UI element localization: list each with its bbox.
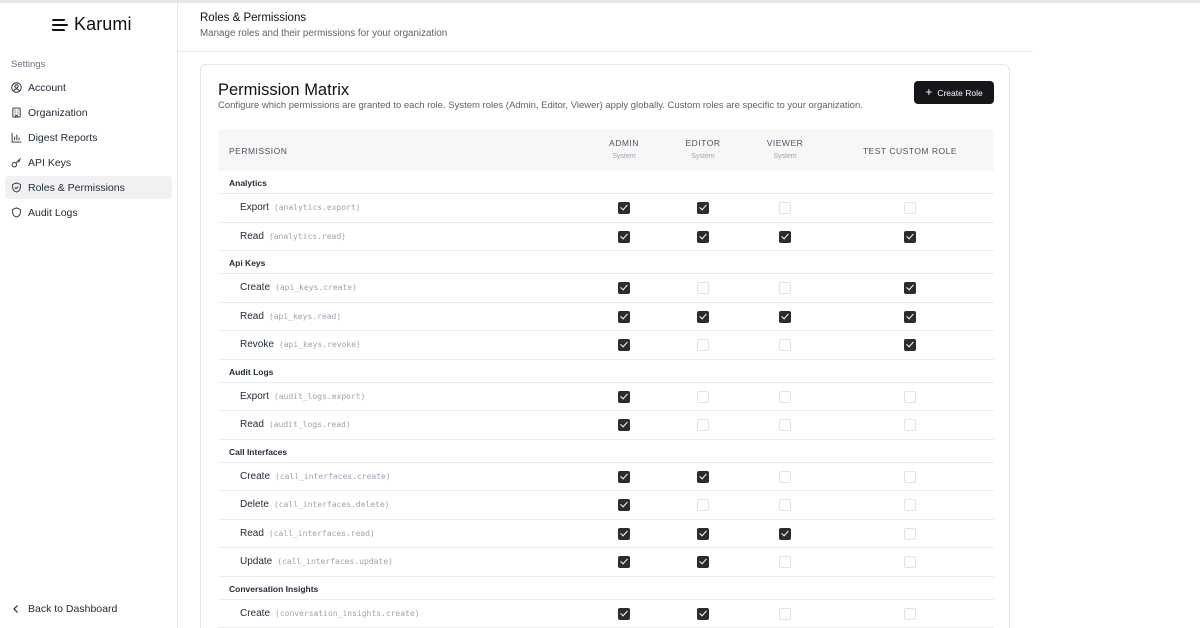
permission-checkbox[interactable]: [618, 202, 630, 214]
permission-checkbox[interactable]: [779, 499, 791, 511]
settings-section-label: Settings: [11, 59, 46, 70]
permission-checkbox[interactable]: [904, 499, 916, 511]
permission-checkbox[interactable]: [618, 608, 630, 620]
permission-label: [240, 311, 341, 322]
sidebar-item-label: Account: [28, 81, 66, 94]
permission-action: Read: [240, 310, 264, 322]
permission-row: [218, 463, 994, 492]
group-name: Api Keys: [229, 258, 266, 268]
permission-checkbox[interactable]: [697, 419, 709, 431]
brand-logo[interactable]: [52, 14, 132, 35]
permission-checkbox[interactable]: [904, 282, 916, 294]
permission-action: Read: [240, 419, 264, 430]
permission-group-header: [218, 251, 994, 274]
card-description: Configure which permissions are granted to each role. System roles (Admin, Editor, Viewer) apply globally. Custom roles are specific to your organization.: [218, 100, 863, 111]
permission-action: Create: [240, 282, 271, 293]
sidebar-item-label: Roles & Permissions: [28, 181, 125, 194]
settings-nav: [5, 76, 172, 226]
permission-row: [218, 331, 994, 360]
permission-action: Export: [240, 390, 269, 402]
group-name: Conversation Insights: [229, 583, 319, 594]
permission-code: (call_interfaces.read): [268, 528, 375, 538]
permission-checkbox[interactable]: [618, 499, 630, 511]
permission-checkbox[interactable]: [618, 231, 630, 243]
permission-action: Create: [240, 470, 271, 482]
permission-checkbox[interactable]: [697, 282, 709, 294]
permission-action: Update: [240, 556, 273, 567]
permission-checkbox[interactable]: [618, 419, 630, 431]
permission-row: [218, 223, 994, 252]
permission-group-header: [218, 440, 994, 463]
sidebar-item-label: Audit Logs: [28, 206, 78, 219]
building-icon: [11, 107, 22, 118]
bar-chart-icon: [11, 132, 22, 143]
permission-row: [218, 548, 994, 577]
permission-table-body: [218, 171, 994, 628]
permission-checkbox[interactable]: [904, 231, 916, 243]
permission-checkbox[interactable]: [618, 391, 630, 403]
permission-action: Create: [240, 607, 271, 619]
brand-name: Karumi: [74, 14, 132, 34]
sidebar: [0, 3, 178, 628]
permission-code: (conversation_insights.create): [275, 608, 420, 618]
permission-code: (analytics.read): [268, 231, 346, 241]
role-type: System: [691, 153, 715, 160]
permission-checkbox[interactable]: [779, 391, 791, 403]
permission-label: [240, 391, 365, 402]
permission-group-header: [218, 360, 994, 383]
permission-action: Revoke: [240, 339, 274, 350]
sidebar-item-organization[interactable]: [5, 101, 172, 124]
permission-checkbox[interactable]: [697, 311, 709, 323]
permission-code: (api_keys.create): [275, 283, 357, 292]
back-label: Back to Dashboard: [28, 603, 118, 615]
permission-checkbox[interactable]: [904, 608, 916, 620]
permission-row: [218, 411, 994, 440]
table-header: [218, 129, 994, 171]
permission-label: [240, 419, 351, 430]
shield-check-icon: [11, 182, 22, 193]
permission-label: [240, 202, 361, 213]
permission-column-header: PERMISSION: [229, 146, 288, 156]
permission-checkbox[interactable]: [779, 339, 791, 351]
permission-checkbox[interactable]: [904, 339, 916, 351]
permission-label: [240, 608, 420, 619]
sidebar-item-roles-permissions[interactable]: [5, 176, 172, 199]
user-circle-icon: [11, 82, 22, 93]
sidebar-item-label: Digest Reports: [28, 131, 98, 144]
permission-action: Read: [240, 230, 264, 242]
permission-row: [218, 274, 994, 303]
permission-label: [240, 499, 390, 510]
permission-label: [240, 528, 375, 539]
permission-checkbox[interactable]: [697, 528, 709, 540]
permission-checkbox[interactable]: [697, 391, 709, 403]
permission-checkbox[interactable]: [618, 311, 630, 323]
column-header-admin: [579, 138, 669, 160]
card-title: Permission Matrix: [218, 81, 350, 99]
permission-checkbox[interactable]: [618, 556, 630, 568]
permission-checkbox[interactable]: [618, 471, 630, 483]
permission-checkbox[interactable]: [697, 471, 709, 483]
permission-group-header: [218, 577, 994, 600]
permission-matrix-card: [200, 64, 1010, 628]
permission-row: [218, 600, 994, 628]
permission-code: (audit_logs.export): [273, 391, 366, 401]
permission-row: [218, 520, 994, 549]
permission-checkbox[interactable]: [779, 608, 791, 620]
sidebar-item-account[interactable]: [5, 76, 172, 99]
permission-code: (call_interfaces.update): [277, 557, 393, 566]
permission-checkbox[interactable]: [904, 311, 916, 323]
role-name: EDITOR: [685, 138, 721, 148]
sidebar-item-label: Organization: [28, 106, 88, 119]
permission-action: Export: [240, 202, 269, 213]
group-name: Analytics: [229, 178, 267, 188]
permission-checkbox[interactable]: [779, 471, 791, 483]
permission-label: [240, 556, 393, 567]
permission-checkbox[interactable]: [618, 528, 630, 540]
plus-icon: +: [925, 85, 933, 99]
permission-checkbox[interactable]: [618, 282, 630, 294]
permission-checkbox[interactable]: [697, 499, 709, 511]
permission-code: (api_keys.read): [268, 311, 342, 321]
page-title: Roles & Permissions: [200, 12, 307, 24]
group-name: Call Interfaces: [229, 446, 288, 457]
permission-row: [218, 194, 994, 223]
sidebar-item-api-keys[interactable]: [5, 151, 172, 174]
permission-code: (api_keys.revoke): [278, 340, 361, 349]
create-role-label: Create Role: [937, 87, 983, 98]
permission-group-header: [218, 171, 994, 194]
permission-checkbox[interactable]: [697, 339, 709, 351]
permission-checkbox[interactable]: [779, 419, 791, 431]
permission-checkbox[interactable]: [779, 202, 791, 214]
role-type: System: [773, 153, 797, 160]
column-header-test-custom-role: [830, 146, 990, 156]
permission-checkbox[interactable]: [697, 608, 709, 620]
permission-checkbox[interactable]: [697, 556, 709, 568]
sidebar-item-label: API Keys: [28, 156, 72, 169]
permission-row: [218, 303, 994, 332]
sidebar-item-digest-reports[interactable]: [5, 126, 172, 149]
permission-checkbox[interactable]: [779, 528, 791, 540]
key-icon: [11, 157, 22, 168]
permission-code: (audit_logs.read): [268, 420, 351, 429]
permission-checkbox[interactable]: [779, 556, 791, 568]
permission-action: Read: [240, 527, 264, 539]
create-role-button[interactable]: [914, 81, 994, 104]
group-name: Audit Logs: [229, 366, 274, 377]
page-header: [178, 3, 1033, 52]
permission-checkbox[interactable]: [904, 419, 916, 431]
column-header-editor: [658, 138, 748, 160]
permission-code: (analytics.export): [273, 203, 361, 212]
sidebar-item-audit-logs[interactable]: [5, 201, 172, 224]
role-name: ADMIN: [609, 138, 639, 148]
permission-checkbox[interactable]: [779, 231, 791, 243]
permission-checkbox[interactable]: [904, 556, 916, 568]
role-name: TEST CUSTOM ROLE: [862, 146, 958, 156]
permission-row: [218, 491, 994, 520]
role-type: System: [612, 153, 636, 160]
permission-checkbox[interactable]: [904, 471, 916, 483]
permission-label: [240, 471, 391, 482]
column-header-viewer: [740, 138, 830, 160]
permission-checkbox[interactable]: [904, 528, 916, 540]
page-subtitle: Manage roles and their permissions for your organization: [200, 28, 448, 39]
permission-checkbox[interactable]: [779, 311, 791, 323]
permission-label: [240, 231, 346, 242]
chevron-left-icon: [11, 604, 21, 614]
permission-checkbox[interactable]: [904, 391, 916, 403]
permission-checkbox[interactable]: [904, 202, 916, 214]
permission-code: (call_interfaces.delete): [273, 500, 390, 509]
permission-checkbox[interactable]: [697, 231, 709, 243]
permission-checkbox[interactable]: [618, 339, 630, 351]
permission-action: Delete: [240, 499, 269, 510]
karumi-logo-icon: [52, 17, 68, 33]
permission-checkbox[interactable]: [779, 282, 791, 294]
shield-icon: [11, 207, 22, 218]
permission-row: [218, 383, 994, 412]
permission-checkbox[interactable]: [697, 202, 709, 214]
permission-label: [240, 282, 357, 293]
permission-code: (call_interfaces.create): [275, 471, 391, 481]
back-to-dashboard-link[interactable]: [11, 603, 117, 615]
permission-label: [240, 339, 361, 350]
role-name: VIEWER: [766, 138, 804, 148]
